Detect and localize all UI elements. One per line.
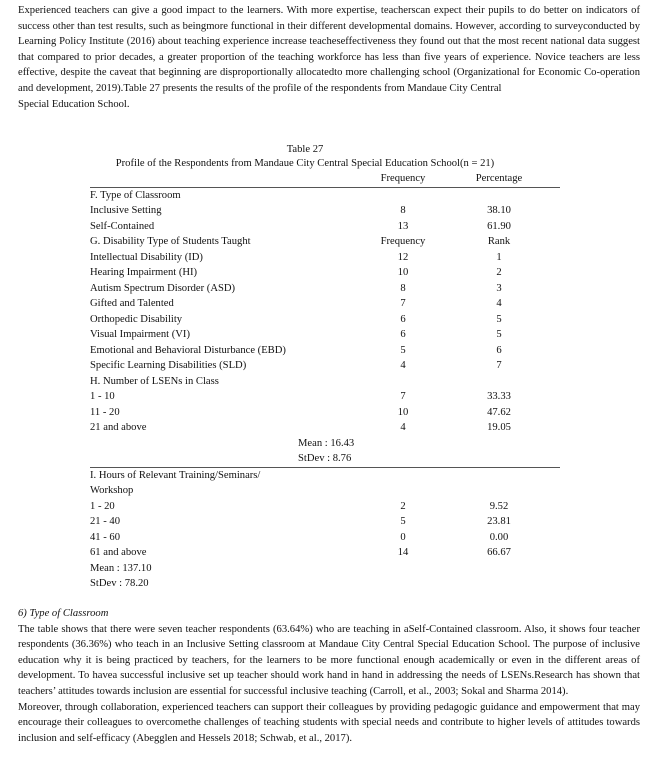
row-label: 1 - 20 [90,500,115,512]
row-value: 61.90 [487,220,511,232]
row-frequency: 5 [400,344,406,356]
table-number: Table 27 [286,144,324,155]
intro-text-end: Special Education School. [18,98,130,110]
table-row [90,327,560,343]
row-label: 21 and above [90,422,147,433]
table-row [90,358,560,374]
row-value: 47.62 [487,406,511,418]
row-frequency: 6 [400,313,406,325]
row-label: 21 - 40 [90,516,121,527]
row-label: Hearing Impairment (HI) [90,267,198,278]
header-frequency: Frequency [368,171,438,187]
row-value: 19.05 [487,422,511,433]
row-value: 5 [496,329,502,340]
row-frequency: 4 [400,422,406,433]
row-value: 0.00 [489,531,509,543]
row-label: Orthopedic Disability [90,313,183,325]
table-row [90,499,560,515]
row-label: Self-Contained [90,220,155,232]
row-frequency: 7 [400,298,406,309]
section-6-paragraph-2: Moreover, through collaboration, experienced teachers can support their colleagues by providing pedagogic guidance and empowerment that may encourage their colleagues to overcomethe challenges of teaching students with special needs and contribute to higher levels of attitudes towards inclusion and self-efficacy (Abegglen and Hessels 2018; Schwab, et al., 2017). [18,701,640,744]
row-label: Inclusive Setting [90,205,162,216]
row-value: 2 [496,267,502,278]
row-label: 41 - 60 [90,531,121,543]
section-g-frequency-header: Frequency [380,236,426,247]
row-label: Specific Learning Disabilities (SLD) [90,360,247,371]
row-frequency: 14 [397,547,409,558]
intro-text: Experienced teachers can give a good impact to the learners. With more expertise, teacherscan expect their pupils to do better on indicators of success other than test results, such as beingmore functional in their different developmental domains. However, according to surveyconducted by Learning Policy Institute (2016) about teaching experience increase teacheseffectiveness they found out that the most recent national data suggest that compared to prior decades, a greater proportion of the teaching workforce has less than five years of experience. Novice teachers are less effective, despite the caveat that beginning are disproportionally allocatedto more challenging school (Organizational for Economic Co-operation and development, 2019).Table 27 presents the results of the profile of the respondents from Mandaue City Central [18,5,640,94]
table-row [90,530,560,546]
table-caption: Profile of the Respondents from Mandaue City Central Special Education School(n = 21) [115,158,495,169]
row-frequency: 10 [397,406,409,418]
row-label: Gifted and Talented [90,298,174,309]
row-value: 7 [496,360,502,371]
table-row [90,343,560,359]
row-value: 38.10 [487,205,511,216]
row-frequency: 8 [400,282,406,294]
row-value: 3 [496,282,502,294]
section-f-title-row [90,187,560,203]
row-label: 11 - 20 [90,406,120,418]
row-value: 6 [496,344,502,356]
section-6-paragraph-1: The table shows that there were seven teacher respondents (63.64%) who are teaching in aSelf-Contained classroom. Also, it shows four teacher respondents (36.36%) who teach in an Inclusive Setting classroom at Mandaue City Central Special Education School. The purpose of inclusive education why it is being practiced by teachers, for the learners to be more functional enough academically or even in the different areas of development. To havea successful inclusive set up teacher should work hand in hand in addressing the needs of LSENs.Research has shown that teachers’ attitudes towards inclusion are essential for successful inclusive teaching (Carroll, et al., 2003; Sokal and Sharma 2014). [18,623,640,697]
row-value: 9.52 [489,500,509,512]
row-label: 61 and above [90,547,147,558]
section-i-mean: Mean : 137.10 [90,562,152,574]
header-percentage: Percentage [438,171,560,187]
section-h-stdev-row [90,451,560,467]
row-value: 66.67 [487,547,511,558]
profile-table-grid [90,171,560,592]
row-value: 23.81 [487,516,511,527]
section-i-title-row [90,467,560,499]
table-row [90,405,560,421]
row-frequency: 2 [400,500,406,512]
section-i-stdev-row [90,576,560,592]
table-row [90,296,560,312]
section-h-stdev: StDev : 8.76 [298,453,352,464]
row-value: 5 [496,313,502,325]
table-row [90,312,560,328]
row-label: Visual Impairment (VI) [90,329,190,340]
row-value: 1 [496,251,502,263]
row-value: 4 [496,298,502,309]
table-row [90,420,560,436]
table-row [90,281,560,297]
row-frequency: 6 [400,329,406,340]
section-6 [18,606,640,746]
profile-table [90,143,560,592]
section-g-rank-header: Rank [487,236,511,247]
section-g-title: G. Disability Type of Students Taught [90,236,251,247]
table-header-row [90,171,560,187]
row-frequency: 4 [400,360,406,371]
table-row [90,389,560,405]
row-label: 1 - 10 [90,391,115,402]
section-f-title: F. Type of Classroom [90,189,181,201]
row-frequency: 8 [400,205,406,216]
section-h-title: H. Number of LSENs in Class [90,375,219,387]
table-row [90,203,560,219]
row-frequency: 10 [397,267,409,278]
row-frequency: 5 [400,516,406,527]
section-i-title: I. Hours of Relevant Training/Seminars/ Workshop [90,469,261,496]
section-h-mean-row [90,436,560,452]
row-value: 33.33 [487,391,511,402]
intro-paragraph [18,3,640,112]
section-6-heading: 6) Type of Classroom [18,608,109,619]
table-row [90,545,560,561]
section-i-stdev: StDev : 78.20 [90,578,149,589]
table-row [90,219,560,235]
section-g-title-row [90,234,560,250]
section-h-title-row [90,374,560,390]
row-label: Intellectual Disability (ID) [90,251,203,263]
row-frequency: 13 [397,220,409,232]
row-label: Emotional and Behavioral Disturbance (EBD) [90,344,286,356]
section-h-mean: Mean : 16.43 [298,437,355,449]
table-row [90,250,560,266]
table-row [90,514,560,530]
row-label: Autism Spectrum Disorder (ASD) [90,282,236,294]
row-frequency: 7 [400,391,406,402]
section-i-mean-row [90,561,560,577]
row-frequency: 12 [397,251,409,263]
row-frequency: 0 [400,531,406,543]
table-row [90,265,560,281]
